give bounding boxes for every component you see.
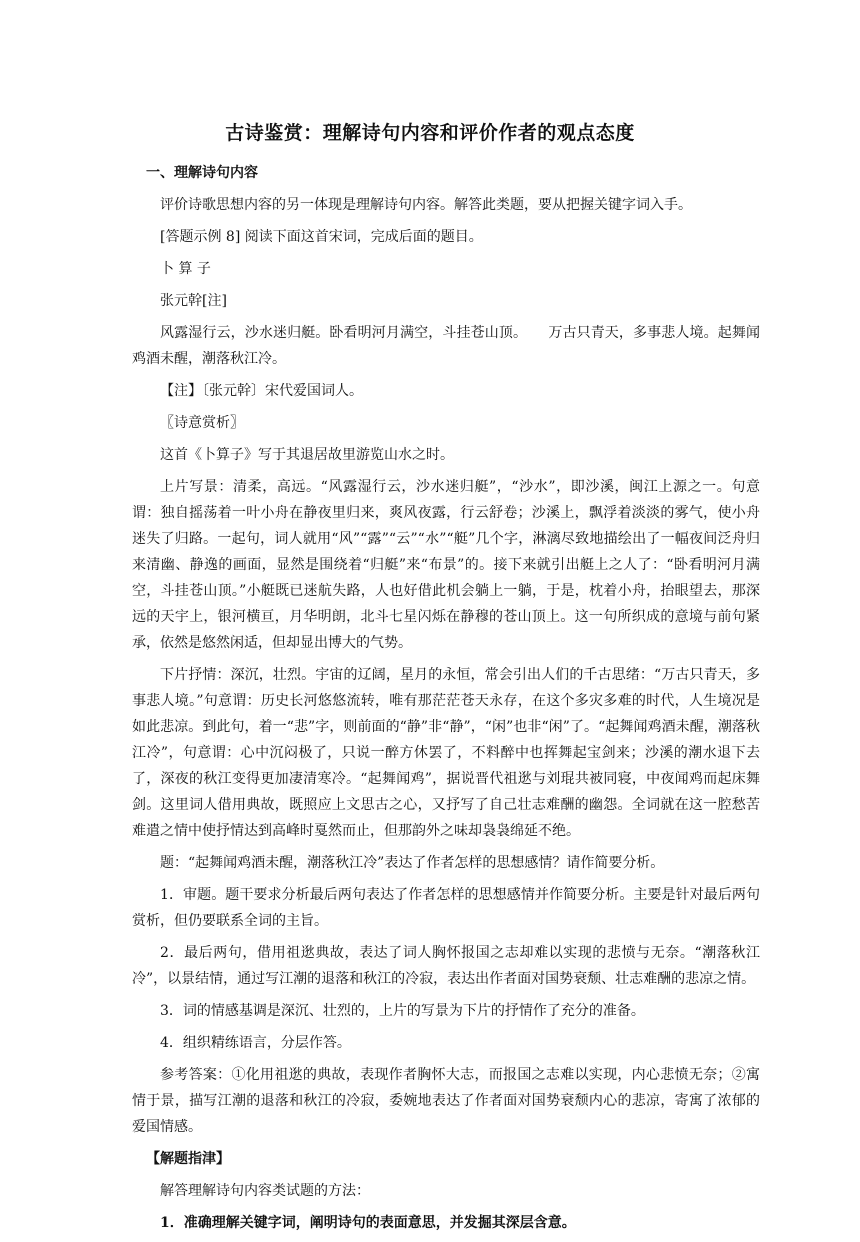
guide-label: 【解题指津】	[146, 1151, 230, 1167]
document-body	[132, 160, 760, 1242]
example-line: [答题示例 8] 阅读下面这首宋词，完成后面的题目。	[160, 229, 483, 245]
analysis-paragraph-1: 上片写景：清柔，高远。“风露湿行云，沙水迷归艇”，“沙水”，即沙溪，闽江上源之一。句意谓：独自摇荡着一叶小舟在静夜里归来，爽风夜露，行云舒卷；沙溪上，飘浮着淡淡的雾气，使小舟迷失了归路。一起句，词人就用“风”“露”“云”“水”“艇”几个字，淋漓尽致地描绘出了一幅夜间泛舟归来清幽、静逸的画面，显然是围绕着“归艇”来“布景”的。接下来就引出艇上之人了：“卧看明河月满空，斗挂苍山顶。”小艇既已迷航失路，人也好借此机会躺上一躺，于是，枕着小舟，抬眼望去，那深远的天宇上，银河横亘，月华明朗，北斗七星闪烁在静穆的苍山顶上。这一句所织成的意境与前句紧承，依然是悠然闲适，但却显出博大的气势。	[132, 479, 760, 651]
guide-intro: 解答理解诗句内容类试题的方法：	[160, 1183, 370, 1199]
document-title: 古诗鉴赏：理解诗句内容和评价作者的观点态度	[225, 122, 635, 144]
analysis-label: 〖诗意赏析〗	[160, 415, 244, 431]
step-item: 1．审题。题干要求分析最后两句表达了作者怎样的思想感情并作简要分析。主要是针对最后两句赏析，但仍要联系全词的主旨。	[132, 887, 760, 929]
step-item: 3．词的情感基调是深沉、壮烈的，上片的写景为下片的抒情作了充分的准备。	[160, 1003, 645, 1019]
analysis-intro: 这首《卜算子》写于其退居故里游览山水之时。	[160, 447, 454, 463]
answer-paragraph: 参考答案：①化用祖逖的典故，表现作者胸怀大志，而报国之志难以实现，内心悲愤无奈；②寓情于景，描写江潮的退落和秋江的冷寂，委婉地表达了作者面对国势衰颓内心的悲凉，寄寓了浓郁的爱国情感。	[132, 1067, 760, 1135]
poem-text: 风露湿行云，沙水迷归艇。卧看明河月满空，斗挂苍山顶。 万古只青天，多事悲人境。起舞闻鸡酒未醒，潮落秋江冷。	[132, 325, 760, 367]
poem-author: 张元幹[注]	[160, 293, 227, 309]
poem-title: 卜 算 子	[160, 261, 211, 277]
step-item: 4．组织精练语言，分层作答。	[160, 1035, 351, 1051]
question-line: 题：“起舞闻鸡酒未醒，潮落秋江冷”表达了作者怎样的思想感情？请作简要分析。	[160, 855, 665, 871]
step-item: 2．最后两句，借用祖逖典故，表达了词人胸怀报国之志却难以实现的悲愤与无奈。“潮落秋江冷”，以景结情，通过写江潮的退落和秋江的冷寂，表达出作者面对国势衰颓、壮志难酬的悲凉之情。	[132, 945, 760, 987]
guide-item: 1．准确理解关键字词，阐明诗句的表面意思，并发掘其深层含意。	[160, 1215, 576, 1231]
section-heading: 一、理解诗句内容	[146, 165, 258, 181]
poem-note: 【注】〔张元幹〕宋代爱国词人。	[160, 383, 363, 399]
intro-paragraph: 评价诗歌思想内容的另一体现是理解诗句内容。解答此类题，要从把握关键字词入手。	[160, 197, 692, 213]
analysis-paragraph-2: 下片抒情：深沉，壮烈。宇宙的辽阔，星月的永恒，常会引出人们的千古思绪：“万古只青天，多事悲人境。”句意谓：历史长河悠悠流转，唯有那茫茫苍天永存，在这个多灾多难的时代，人生境况是如此悲凉。到此句，着一“悲”字，则前面的“静”非“静”，“闲”也非“闲”了。“起舞闻鸡酒未醒，潮落秋江冷”，句意谓：心中沉闷极了，只说一醉方休罢了，不料醉中也挥舞起宝剑来；沙溪的潮水退下去了，深夜的秋江变得更加凄清寒冷。“起舞闻鸡”，据说晋代祖逖与刘琨共被同寝，中夜闻鸡而起床舞剑。这里词人借用典故，既照应上文思古之心，又抒写了自己壮志难酬的幽怨。全词就在这一腔愁苦难遣之情中使抒情达到高峰时戛然而止，但那韵外之味却袅袅绵延不绝。	[132, 667, 760, 839]
